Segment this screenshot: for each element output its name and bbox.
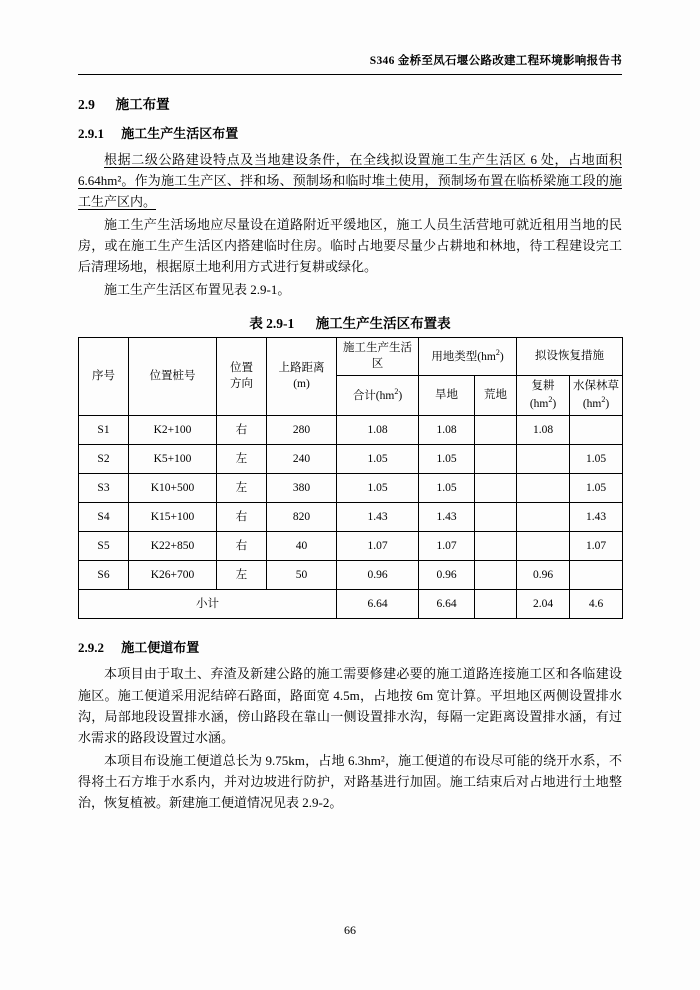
- cell-distance: 280: [267, 416, 337, 445]
- subsection-title-2: 施工便道布置: [121, 640, 200, 656]
- cell-total: 1.43: [337, 503, 419, 532]
- col-header-restore: 拟设恢复措施: [517, 338, 623, 376]
- cell-stake: K15+100: [129, 503, 217, 532]
- cell-dryland: 1.43: [419, 503, 475, 532]
- cell-total: 1.05: [337, 445, 419, 474]
- table-caption-text: 施工生产生活区布置表: [315, 316, 451, 332]
- table-row: [79, 416, 623, 445]
- cell-total: 1.08: [337, 416, 419, 445]
- section-number: 2.9: [78, 97, 95, 112]
- subsection-number-1: 2.9.1: [78, 125, 104, 141]
- table-row: [79, 474, 623, 503]
- cell-total: 1.07: [337, 532, 419, 561]
- paragraph: 施工生产生活区布置见表 2.9-1。: [104, 282, 291, 298]
- cell-no: S6: [79, 561, 129, 590]
- col-header-distance: 上路距离 (m): [267, 338, 337, 416]
- page-content: [78, 88, 622, 815]
- table-row: [79, 445, 623, 474]
- col-header-total: 合计$(hm^2)$: [337, 376, 419, 416]
- cell-summary-forest-grass: 4.6: [570, 590, 623, 619]
- subsection-title-1: 施工生产生活区布置: [121, 125, 239, 141]
- cell-direction: 右: [217, 503, 267, 532]
- construction-area-table: [78, 337, 623, 619]
- cell-stake: K10+500: [129, 474, 217, 503]
- paragraph: 根据二级公路建设特点及当地建设条件，在全线拟设置施工生产生活区 6 处，占地面积 6.64hm²。作为施工生产区、拌和场、预制场和临时堆土使用，预制场布置在临桥梁施工段的施工生产区内。: [78, 152, 622, 210]
- cell-dryland: 1.05: [419, 445, 475, 474]
- cell-recultivate: [517, 445, 570, 474]
- cell-summary-total: 6.64: [337, 590, 419, 619]
- cell-forest-grass: 1.07: [570, 532, 623, 561]
- cell-dryland: 0.96: [419, 561, 475, 590]
- page-number: 66: [344, 923, 356, 937]
- cell-direction: 左: [217, 474, 267, 503]
- cell-direction: 左: [217, 445, 267, 474]
- cell-no: S5: [79, 532, 129, 561]
- cell-recultivate: [517, 503, 570, 532]
- cell-summary-wasteland: [475, 590, 517, 619]
- col-header-direction: 位置 方向: [217, 338, 267, 416]
- cell-total: 1.05: [337, 474, 419, 503]
- subsection-1-body: [78, 149, 622, 300]
- table-row: [79, 532, 623, 561]
- col-header-no: 序号: [79, 338, 129, 416]
- cell-total: 0.96: [337, 561, 419, 590]
- cell-forest-grass: [570, 561, 623, 590]
- paragraph: 本项目布设施工便道总长为 9.75km，占地 6.3hm²，施工便道的布设尽可能的绕开水系，不得将土石方堆于水系内，并对边坡进行防护，对路基进行加固。施工结束后对占地进行土地整治，恢复植被。新建施工便道情况见表 2.9-2。: [78, 752, 622, 810]
- paragraph: 本项目由于取土、弃渣及新建公路的施工需要修建必要的施工道路连接施工区和各临建设施区。施工便道采用泥结碎石路面，路面宽 4.5m，占地按 6m 宽计算。平坦地区两侧设置排水沟，局部地段设置排水涵，傍山路段在靠山一侧设置排水沟，每隔一定距离设置排水涵，有过水需求的路段设置过水涵。: [78, 666, 622, 745]
- col-header-stake: 位置桩号: [129, 338, 217, 416]
- cell-distance: 240: [267, 445, 337, 474]
- cell-wasteland: [475, 503, 517, 532]
- cell-no: S1: [79, 416, 129, 445]
- section-title: 施工布置: [115, 97, 170, 112]
- header-divider: [78, 74, 622, 75]
- cell-recultivate: 1.08: [517, 416, 570, 445]
- cell-wasteland: [475, 474, 517, 503]
- cell-forest-grass: 1.05: [570, 445, 623, 474]
- cell-wasteland: [475, 445, 517, 474]
- cell-no: S4: [79, 503, 129, 532]
- table-caption: [78, 312, 622, 332]
- col-header-recultivate: 复耕 $(hm^2)$: [517, 376, 570, 416]
- cell-recultivate: [517, 474, 570, 503]
- cell-wasteland: [475, 561, 517, 590]
- table-number: 表 2.9-1: [249, 316, 295, 332]
- col-header-forest-grass: 水保林草 $(hm^2)$: [570, 376, 623, 416]
- cell-distance: 40: [267, 532, 337, 561]
- cell-stake: K22+850: [129, 532, 217, 561]
- cell-summary-recultivate: 2.04: [517, 590, 570, 619]
- cell-forest-grass: [570, 416, 623, 445]
- cell-forest-grass: 1.43: [570, 503, 623, 532]
- running-header: S346 金桥至凤石堰公路改建工程环境影响报告书: [369, 55, 622, 67]
- subsection-heading-2: [78, 639, 622, 657]
- cell-distance: 820: [267, 503, 337, 532]
- cell-forest-grass: 1.05: [570, 474, 623, 503]
- col-header-dryland: 旱地: [419, 376, 475, 416]
- subsection-2-body: [78, 663, 622, 812]
- cell-no: S3: [79, 474, 129, 503]
- cell-direction: 右: [217, 416, 267, 445]
- col-header-production-area: 施工生产生活区: [337, 338, 419, 376]
- cell-distance: 50: [267, 561, 337, 590]
- cell-direction: 左: [217, 561, 267, 590]
- table-header-row-1: [79, 338, 623, 376]
- cell-stake: K5+100: [129, 445, 217, 474]
- section-heading: [78, 96, 622, 115]
- cell-wasteland: [475, 532, 517, 561]
- paragraph: 施工生产生活场地应尽量设在道路附近平缓地区，施工人员生活营地可就近租用当地的民房，或在施工生产生活区内搭建临时住房。临时占地要尽量少占耕地和林地，待工程建设完工后清理场地，根据原土地利用方式进行复耕或绿化。: [78, 217, 622, 275]
- cell-summary-dryland: 6.64: [419, 590, 475, 619]
- table-body: [79, 416, 623, 619]
- table-summary-row: [79, 590, 623, 619]
- cell-direction: 右: [217, 532, 267, 561]
- cell-recultivate: [517, 532, 570, 561]
- cell-recultivate: 0.96: [517, 561, 570, 590]
- subsection-heading-1: [78, 125, 622, 143]
- subsection-number-2: 2.9.2: [78, 640, 104, 656]
- cell-summary-label: 小计: [79, 590, 337, 619]
- col-header-land-type: 用地类型$(hm^2)$: [419, 338, 517, 376]
- cell-stake: K26+700: [129, 561, 217, 590]
- cell-stake: K2+100: [129, 416, 217, 445]
- table-row: [79, 503, 623, 532]
- cell-dryland: 1.05: [419, 474, 475, 503]
- cell-dryland: 1.08: [419, 416, 475, 445]
- col-header-wasteland: 荒地: [475, 376, 517, 416]
- cell-wasteland: [475, 416, 517, 445]
- cell-no: S2: [79, 445, 129, 474]
- table-row: [79, 561, 623, 590]
- cell-dryland: 1.07: [419, 532, 475, 561]
- cell-distance: 380: [267, 474, 337, 503]
